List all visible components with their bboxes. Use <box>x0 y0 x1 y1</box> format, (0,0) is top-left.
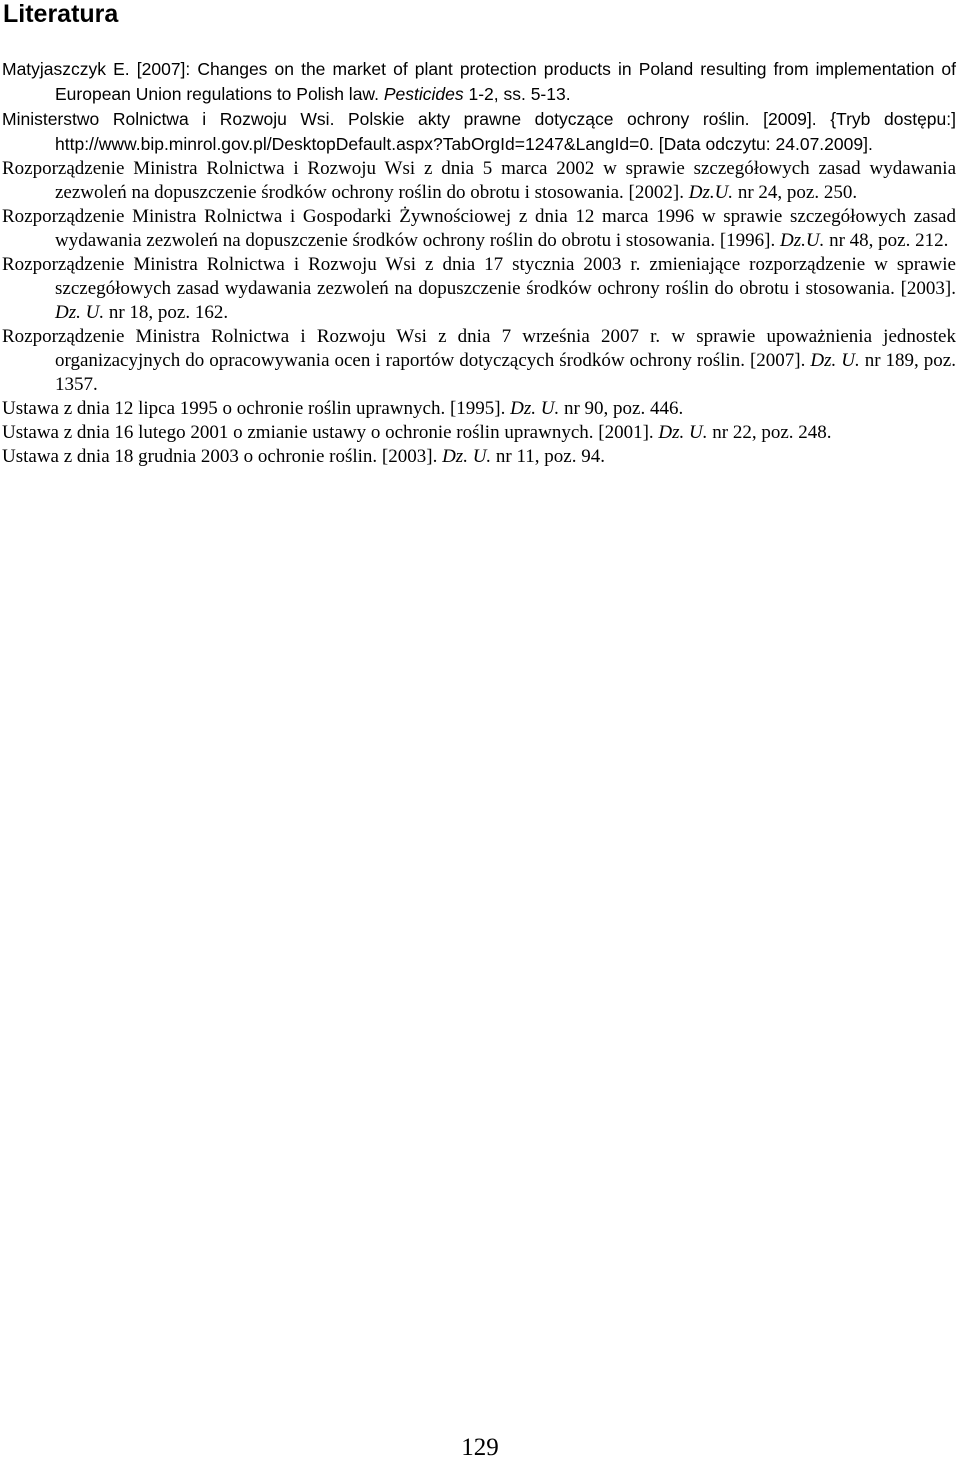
reference-journal: Dz. U. <box>510 398 560 419</box>
reference-journal: Dz. U. <box>810 350 860 371</box>
reference-list <box>2 57 956 469</box>
reference-main: Rozporządzenie Ministra Rolnictwa i Rozwoju Wsi z dnia 5 marca 2002 w sprawie szczegółowych zasad wydawania zezwoleń na dopuszczenie środków ochrony roślin do obrotu i stosowania. [2002]. <box>2 158 956 203</box>
reference-item-ministerstwo <box>2 107 956 157</box>
reference-rest: nr 189, poz. 1357. <box>55 350 956 395</box>
reference-item-matyjaszczyk <box>2 57 956 107</box>
reference-journal: Dz. U. <box>658 422 708 443</box>
reference-item-ustawa-2001 <box>2 421 956 445</box>
reference-rest: nr 48, poz. 212. <box>824 230 949 251</box>
reference-item-rozporzadzenie-1996 <box>2 205 956 253</box>
reference-url: http://www.bip.minrol.gov.pl/DesktopDefault.aspx?TabOrgId=1247&LangId=0. [Data odczytu: 24.07.2009]. <box>55 134 873 154</box>
reference-journal: Pesticides <box>383 84 464 104</box>
reference-item-rozporzadzenie-2002 <box>2 157 956 205</box>
reference-item-rozporzadzenie-2007 <box>2 325 956 397</box>
reference-main: Ustawa z dnia 16 lutego 2001 o zmianie ustawy o ochronie roślin uprawnych. [2001]. <box>2 422 659 443</box>
page-number: 129 <box>461 1434 499 1461</box>
reference-journal: Dz.U. <box>779 230 825 251</box>
reference-journal: Dz. U. <box>442 446 492 467</box>
reference-journal: Dz.U. <box>688 182 734 203</box>
reference-main: Rozporządzenie Ministra Rolnictwa i Rozwoju Wsi z dnia 17 stycznia 2003 r. zmieniające rozporządzenie w sprawie szczegółowych zasad wydawania zezwoleń na dopuszczenie środków ochrony roślin do obrotu i stosowania. [2003]. <box>2 254 956 299</box>
reference-rest: nr 90, poz. 446. <box>559 398 684 419</box>
reference-main: Rozporządzenie Ministra Rolnictwa i Gospodarki Żywnościowej z dnia 12 marca 1996 w sprawie szczegółowych zasad wydawania zezwoleń na dopuszczenie środków ochrony roślin do obrotu i stosowania. [1996]. <box>2 206 956 251</box>
reference-main: Ustawa z dnia 12 lipca 1995 o ochronie roślin uprawnych. [1995]. <box>2 398 511 419</box>
reference-item-ustawa-2003 <box>2 445 956 469</box>
reference-item-ustawa-1995 <box>2 397 956 421</box>
reference-main: Rozporządzenie Ministra Rolnictwa i Rozwoju Wsi z dnia 7 września 2007 r. w sprawie upoważnienia jednostek organizacyjnych do opracowywania ocen i raportów dotyczących środków ochrony roślin. [2007]. <box>2 326 956 371</box>
reference-main: Ministerstwo Rolnictwa i Rozwoju Wsi. Polskie akty prawne dotyczące ochrony roślin. [2009]. {Tryb dostępu:] <box>2 109 956 129</box>
reference-item-rozporzadzenie-2003 <box>2 253 956 325</box>
reference-main: Ustawa z dnia 18 grudnia 2003 o ochronie roślin. [2003]. <box>2 446 443 467</box>
reference-rest: nr 18, poz. 162. <box>104 302 229 323</box>
reference-rest: 1-2, ss. 5-13. <box>463 84 571 104</box>
reference-rest: nr 24, poz. 250. <box>733 182 858 203</box>
reference-rest: nr 11, poz. 94. <box>491 446 605 467</box>
reference-journal: Dz. U. <box>55 302 105 323</box>
reference-rest: nr 22, poz. 248. <box>707 422 832 443</box>
reference-main: Matyjaszczyk E. [2007]: Changes on the market of plant protection products in Poland resulting from implementation of European Union regulations to Polish law. <box>2 59 956 104</box>
section-heading: Literatura <box>3 0 119 28</box>
